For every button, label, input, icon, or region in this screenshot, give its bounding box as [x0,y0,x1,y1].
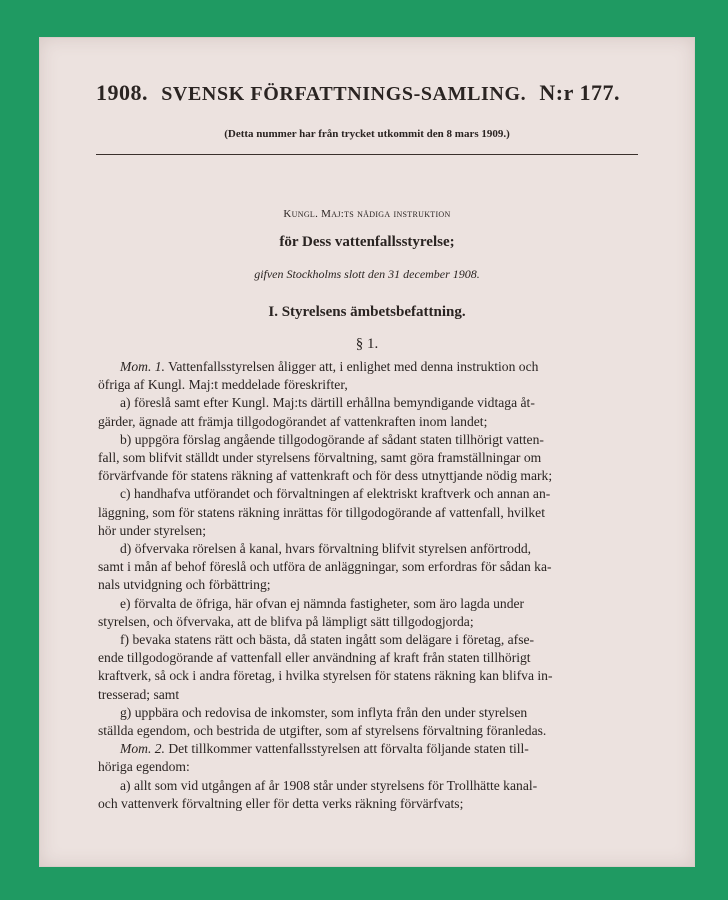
body-line [98,394,614,412]
body-line [98,649,614,667]
line-text: öfriga af Kungl. Maj:t meddelade föreskrifter, [98,377,348,393]
instruction-subject: för Dess vattenfallsstyrelse; [279,234,455,250]
line-text: ende tillgodogörande af vattenfall eller användning af kraft från staten tillhörigt [98,650,531,666]
body-line [98,467,614,485]
given-line: gifven Stockholms slott den 31 december 1908. [254,267,480,281]
line-text: b) uppgöra förslag angående tillgodogörande af sådant staten tillhörigt vatten- [120,431,544,447]
body-line [98,667,614,685]
body-line [98,431,614,449]
line-text: hör under styrelsen; [98,522,206,538]
paragraph-sign: § 1. [355,336,379,352]
line-text: ställda egendom, och bestrida de utgifter, som af styrelsens förvaltning föranledas. [98,723,547,739]
header-rule [96,154,638,155]
body-line [98,722,614,740]
line-text: och vattenverk förvaltning eller för detta verks räkning förvärfvats; [98,795,464,811]
body-line [98,595,614,613]
line-text: kraftverk, så ock i andra företag, i hvilka styrelsen för statens räkning kan blifva in- [98,668,553,684]
body-line [98,504,614,522]
line-text: a) föreslå samt efter Kungl. Maj:ts därtill erhållna bemyndigande vidtaga åt- [120,395,535,411]
line-text: Det tillkommer vattenfallsstyrelsen att förvalta följande staten till- [164,741,529,757]
document-page [40,38,694,866]
page-header [96,80,620,106]
section-heading: I. Styrelsens ämbetsbefattning. [268,304,466,320]
header-year: 1908. [96,80,148,105]
body-line [98,777,614,795]
body-line [98,795,614,813]
body-line [98,376,614,394]
moment-label: Mom. 2. [120,741,165,757]
body-line [98,413,614,431]
body-line [98,613,614,631]
line-text: tresserad; samt [98,686,180,702]
publication-note: (Detta nummer har från trycket utkommit den 8 mars 1909.) [224,128,510,140]
line-text: styrelsen, och öfvervaka, att de blifva på lämpligt sätt tillgodogjorda; [98,613,474,629]
line-text: samt i mån af behof föreslå och utföra de anläggningar, som erfordras för sådan ka- [98,559,552,575]
instruction-title: Kungl. Maj:ts nådiga instruktion [283,208,451,220]
line-text: d) öfvervaka rörelsen å kanal, hvars förvaltning blifvit styrelsen anförtrodd, [120,541,532,557]
line-text: nals utvidgning och förbättring; [98,577,271,593]
line-text: höriga egendom: [98,759,190,775]
body-line [98,704,614,722]
body-line [98,449,614,467]
line-text: Vattenfallsstyrelsen åligger att, i enlighet med denna instruktion och [164,359,539,374]
line-text: c) handhafva utförandet och förvaltningen af elektriskt kraftverk och annan an- [120,486,551,502]
line-text: a) allt som vid utgången af år 1908 står under styrelsens för Trollhätte kanal- [120,777,538,793]
body-line [98,576,614,594]
body-line [98,686,614,704]
body-line [98,758,614,776]
header-title: SVENSK FÖRFATTNINGS-SAMLING. [161,83,527,105]
line-text: f) bevaka statens rätt och bästa, då staten ingått som delägare i företag, afse- [120,632,535,648]
line-text: fall, som blifvit ställdt under styrelsens förvaltning, samt göra framställningar om [98,450,542,466]
body-line [98,522,614,540]
line-text: läggning, som för statens räkning inrättas för tillgodogörande af vattenfall, hvilket [98,504,545,520]
body-line [98,485,614,503]
moment-label: Mom. 1. [120,359,165,374]
line-text: förvärfvande för statens räkning af vattenkraft och för dess utnyttjande nödig mark; [98,468,553,484]
body-line [98,540,614,558]
line-text: gärder, ägnade att främja tillgodogörandet af vattenkraften inom landet; [98,413,488,429]
body-text [98,358,614,813]
body-line [98,358,614,376]
body-line [98,631,614,649]
header-number: N:r 177. [539,80,620,105]
body-line [98,558,614,576]
body-line [98,740,614,758]
line-text: e) förvalta de öfriga, här ofvan ej nämnda fastigheter, som äro lagda under [120,595,525,611]
line-text: g) uppbära och redovisa de inkomster, som inflyta från den under styrelsen [120,704,528,720]
